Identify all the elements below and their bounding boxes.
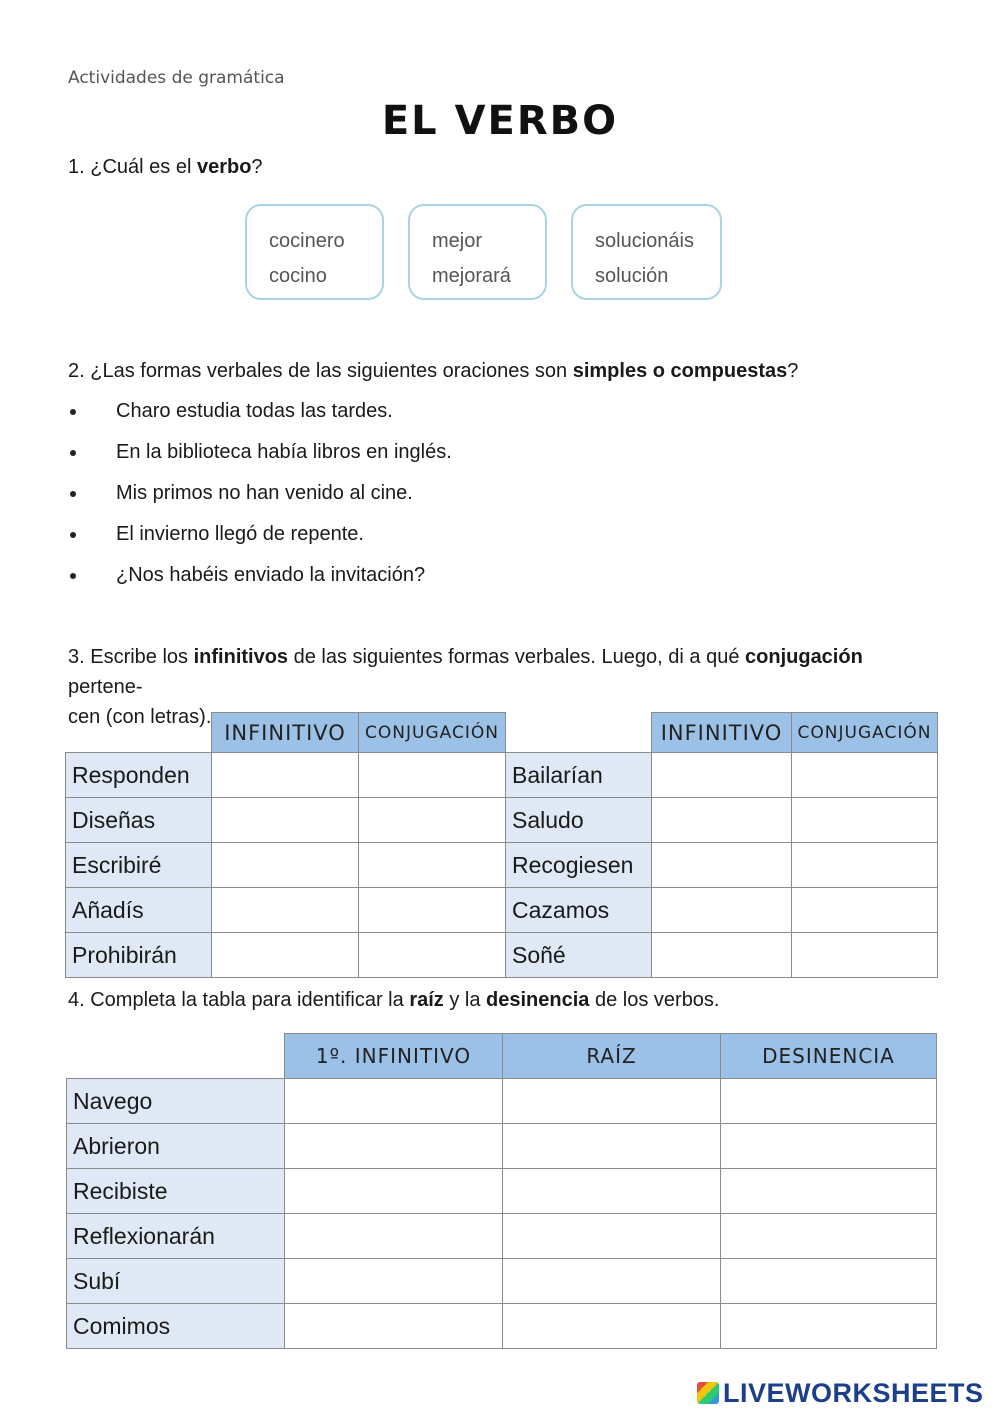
answer-cell[interactable] [792, 933, 938, 978]
answer-cell[interactable] [721, 1124, 937, 1169]
table-row [66, 798, 506, 843]
liveworksheets-logo [697, 1378, 984, 1409]
column-header-infinitivo: INFINITIVO [212, 713, 359, 753]
column-header-raiz: RAÍZ [503, 1034, 721, 1079]
table-row [67, 1079, 937, 1124]
question-2-bold: simples o compuestas [572, 360, 788, 382]
page-subtitle: Actividades de gramática [68, 68, 285, 88]
answer-cell[interactable] [792, 798, 938, 843]
answer-cell[interactable] [285, 1214, 503, 1259]
table-corner [67, 1034, 285, 1079]
list-item: Mis primos no han venido al cine. [68, 476, 452, 517]
list-item: En la biblioteca había libros en inglés. [68, 435, 452, 476]
question-3-line-1 [68, 642, 938, 702]
column-header-infinitivo: INFINITIVO [652, 713, 792, 753]
table-row [66, 888, 506, 933]
answer-cell[interactable] [503, 1214, 721, 1259]
answer-cell[interactable] [503, 1259, 721, 1304]
answer-cell[interactable] [503, 1304, 721, 1349]
verb-label: Bailarían [506, 753, 652, 798]
question-4 [68, 985, 720, 1015]
table-row [506, 933, 938, 978]
logo-text: LIVEWORKSHEETS [723, 1378, 984, 1408]
word-option[interactable]: mejor [432, 230, 483, 252]
verb-label: Recogiesen [506, 843, 652, 888]
answer-cell[interactable] [359, 933, 506, 978]
answer-cell[interactable] [212, 933, 359, 978]
list-item: Charo estudia todas las tardes. [68, 394, 452, 435]
word-box-2 [408, 204, 547, 300]
column-header-conjugacion: CONJUGACIÓN [792, 713, 938, 753]
answer-cell[interactable] [285, 1169, 503, 1214]
conjugation-table-left [65, 712, 506, 978]
question-2-suffix: ? [787, 360, 799, 382]
word-option[interactable]: solucionáis [595, 230, 694, 252]
table-row [67, 1124, 937, 1169]
table-row [506, 888, 938, 933]
answer-cell[interactable] [359, 888, 506, 933]
question-3-bold: conjugación [745, 646, 863, 668]
root-ending-table [66, 1033, 937, 1349]
answer-cell[interactable] [652, 798, 792, 843]
answer-cell[interactable] [503, 1169, 721, 1214]
question-4-text: y la [443, 989, 487, 1011]
answer-cell[interactable] [792, 753, 938, 798]
verb-label: Saludo [506, 798, 652, 843]
question-1 [68, 152, 263, 182]
answer-cell[interactable] [652, 933, 792, 978]
answer-cell[interactable] [652, 888, 792, 933]
answer-cell[interactable] [792, 888, 938, 933]
verb-label: Subí [67, 1259, 285, 1304]
table-row [66, 933, 506, 978]
table-row [67, 1304, 937, 1349]
answer-cell[interactable] [359, 798, 506, 843]
word-option[interactable]: solución [595, 265, 669, 287]
answer-cell[interactable] [721, 1214, 937, 1259]
table-row [66, 843, 506, 888]
answer-cell[interactable] [721, 1079, 937, 1124]
word-option[interactable]: mejorará [432, 265, 511, 287]
question-4-text: de los verbos. [589, 989, 720, 1011]
table-corner [506, 713, 652, 753]
verb-label: Reflexionarán [67, 1214, 285, 1259]
question-1-bold: verbo [196, 156, 252, 178]
answer-cell[interactable] [212, 798, 359, 843]
answer-cell[interactable] [652, 843, 792, 888]
verb-label: Diseñas [66, 798, 212, 843]
answer-cell[interactable] [792, 843, 938, 888]
answer-cell[interactable] [212, 843, 359, 888]
question-4-bold: desinencia [486, 989, 590, 1011]
verb-label: Navego [67, 1079, 285, 1124]
table-row [66, 753, 506, 798]
sentence-list [68, 394, 452, 599]
answer-cell[interactable] [721, 1169, 937, 1214]
answer-cell[interactable] [503, 1079, 721, 1124]
list-item: ¿Nos habéis enviado la invitación? [68, 558, 452, 599]
question-4-bold: raíz [409, 989, 444, 1011]
table-row [67, 1259, 937, 1304]
question-4-text: 4. Completa la tabla para identificar la [68, 989, 410, 1011]
question-1-suffix: ? [251, 156, 263, 178]
table-row [67, 1214, 937, 1259]
verb-label: Soñé [506, 933, 652, 978]
answer-cell[interactable] [285, 1079, 503, 1124]
question-2 [68, 356, 798, 386]
verb-label: Abrieron [67, 1124, 285, 1169]
verb-label: Cazamos [506, 888, 652, 933]
verb-label: Recibiste [67, 1169, 285, 1214]
question-1-prefix: 1. ¿Cuál es el [68, 156, 197, 178]
answer-cell[interactable] [285, 1124, 503, 1169]
table-row [506, 753, 938, 798]
answer-cell[interactable] [359, 843, 506, 888]
answer-cell[interactable] [503, 1124, 721, 1169]
answer-cell[interactable] [285, 1304, 503, 1349]
liveworksheets-logo-icon [697, 1382, 719, 1404]
question-2-prefix: 2. ¿Las formas verbales de las siguientes oraciones son [68, 360, 573, 382]
verb-label: Comimos [67, 1304, 285, 1349]
answer-cell[interactable] [721, 1304, 937, 1349]
verb-label: Responden [66, 753, 212, 798]
answer-cell[interactable] [721, 1259, 937, 1304]
table-row [506, 843, 938, 888]
table-row [506, 798, 938, 843]
verb-label: Escribiré [66, 843, 212, 888]
table-row [67, 1169, 937, 1214]
answer-cell[interactable] [285, 1259, 503, 1304]
page-title: EL VERBO [381, 98, 619, 144]
column-header-conjugacion: CONJUGACIÓN [359, 713, 506, 753]
word-option[interactable]: cocinero [269, 230, 345, 252]
question-3-line-2: cen (con letras). [68, 706, 212, 728]
column-header-desinencia: DESINENCIA [721, 1034, 937, 1079]
verb-label: Añadís [66, 888, 212, 933]
answer-cell[interactable] [212, 753, 359, 798]
conjugation-table-right [505, 712, 938, 978]
column-header-infinitivo: 1º. INFINITIVO [285, 1034, 503, 1079]
answer-cell[interactable] [212, 888, 359, 933]
word-option[interactable]: cocino [269, 265, 327, 287]
question-3-text: pertene- [68, 676, 143, 698]
answer-cell[interactable] [359, 753, 506, 798]
table-corner [66, 713, 212, 753]
list-item: El invierno llegó de repente. [68, 517, 452, 558]
word-box-3 [571, 204, 722, 300]
question-3-text: de las siguientes formas verbales. Luego, di a qué [288, 646, 746, 668]
word-box-1 [245, 204, 384, 300]
answer-cell[interactable] [652, 753, 792, 798]
verb-label: Prohibirán [66, 933, 212, 978]
question-3-bold: infinitivos [193, 646, 289, 668]
question-3-text: 3. Escribe los [68, 646, 194, 668]
